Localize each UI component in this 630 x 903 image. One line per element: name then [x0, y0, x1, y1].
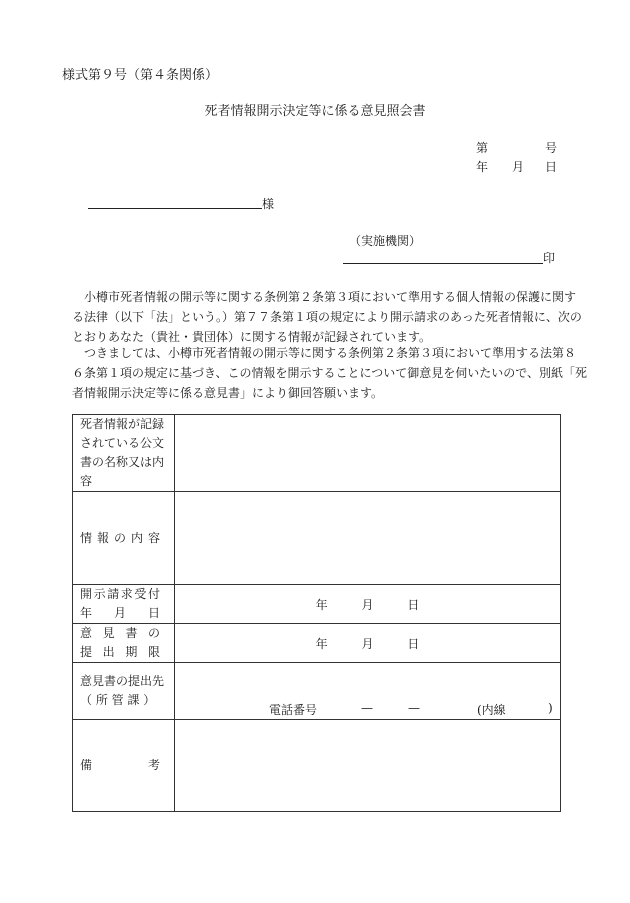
label-char: の [147, 626, 160, 640]
addressee-honorific: 様 [262, 197, 275, 211]
label-char: 見 [102, 626, 115, 640]
remarks-label [73, 720, 175, 812]
spread-label [80, 624, 160, 643]
information-content-field[interactable] [175, 492, 561, 585]
label-char: 日 [147, 606, 160, 620]
label-char: 受 [134, 587, 147, 601]
label-char: の [113, 530, 126, 545]
spread-label [80, 529, 160, 548]
request-date-label [73, 585, 175, 624]
label-char: 開 [80, 587, 93, 601]
request-date-field[interactable] [175, 585, 561, 624]
paragraph-line: つきましては、小樽市死者情報の開示等に関する条例第２条第３項において準用する法第８ [72, 346, 577, 360]
phone-dash: — [361, 701, 373, 715]
table-row [73, 720, 561, 812]
paragraph-line: とおりあなた（貴社・貴団体）に関する情報が記録されています。 [72, 330, 432, 344]
spread-label [80, 604, 160, 623]
label-char: 請 [107, 587, 120, 601]
submission-destination-field[interactable] [175, 663, 561, 720]
issue-date-month: 月 [512, 160, 525, 174]
date-month: 月 [361, 636, 374, 651]
opinion-deadline-field[interactable] [175, 624, 561, 663]
agency-label: （実施機関） [349, 234, 422, 248]
body-paragraph-2 [72, 343, 588, 403]
label-char: 提 [80, 645, 93, 659]
table-row [73, 585, 561, 624]
phone-line [175, 663, 560, 719]
label-line: 意見書の提出先 [80, 674, 165, 688]
label-line: 書の名称又は内 [80, 455, 165, 469]
phone-dash: — [408, 701, 420, 715]
remarks-field[interactable] [175, 720, 561, 812]
date-year: 年 [315, 636, 328, 651]
paragraph-line: ６条第１項の規定に基づき、この情報を開示することについて御意見を伺いたいので、別紙「死 [72, 366, 588, 380]
date-year: 年 [315, 597, 328, 612]
info-table [72, 414, 561, 812]
label-char: 意 [80, 626, 93, 640]
table-row [73, 492, 561, 585]
document-name-field[interactable] [175, 415, 561, 492]
issue-date-day: 日 [545, 160, 558, 174]
label-char: 報 [96, 530, 109, 545]
label-char: 月 [113, 606, 126, 620]
label-char: 出 [102, 645, 115, 659]
form-number: 様式第９号（第４条関係） [62, 68, 219, 83]
label-char: 容 [147, 530, 160, 545]
label-char: 限 [147, 645, 160, 659]
table-row [73, 663, 561, 720]
table-row [73, 415, 561, 492]
paragraph-line: 小樽市死者情報の開示等に関する条例第２条第３項において準用する個人情報の保護に関す [72, 290, 577, 304]
addressee-blank-line[interactable] [88, 208, 262, 209]
label-line: 死者情報が記録 [80, 417, 165, 431]
paragraph-line: る法律（以下「法」という。）第７７条第１項の規定により開示請求のあった死者情報に、次の [72, 310, 582, 324]
date-month: 月 [361, 597, 374, 612]
information-content-label [73, 492, 175, 585]
extension-label: (内線 [477, 703, 506, 717]
seal-mark: 印 [543, 251, 556, 265]
document-number-suffix: 号 [545, 141, 558, 155]
label-char: 期 [125, 645, 138, 659]
body-paragraph-1 [72, 287, 582, 347]
label-char: 備 [80, 758, 93, 772]
label-char: 付 [147, 587, 160, 601]
label-char: 情 [80, 530, 93, 545]
spread-label [80, 756, 160, 775]
spread-label [80, 585, 160, 604]
extension-close: ) [548, 701, 553, 715]
submission-destination-label [73, 663, 175, 720]
document-number-label: 第 [476, 141, 489, 155]
issue-date-year: 年 [476, 160, 489, 174]
spread-label [80, 643, 160, 662]
document-title: 死者情報開示決定等に係る意見照会書 [204, 104, 426, 119]
agency-blank-line[interactable] [343, 263, 543, 264]
table-row [73, 624, 561, 663]
label-char: 内 [130, 530, 143, 545]
label-line: 容 [80, 474, 93, 488]
label-char: 書 [125, 626, 138, 640]
phone-label: 電話番号 [269, 703, 318, 717]
label-char: 考 [147, 758, 160, 772]
label-char: 年 [80, 606, 93, 620]
label-char: 示 [93, 587, 106, 601]
document-name-label [73, 415, 175, 492]
paragraph-line: 者情報開示決定等に係る意見書」により御回答願います。 [72, 386, 384, 400]
date-day: 日 [407, 597, 420, 612]
label-char: 求 [120, 587, 133, 601]
date-day: 日 [407, 636, 420, 651]
label-line: （ 所 管 課 ） [80, 693, 156, 707]
label-line: されている公文 [80, 436, 165, 450]
opinion-deadline-label [73, 624, 175, 663]
